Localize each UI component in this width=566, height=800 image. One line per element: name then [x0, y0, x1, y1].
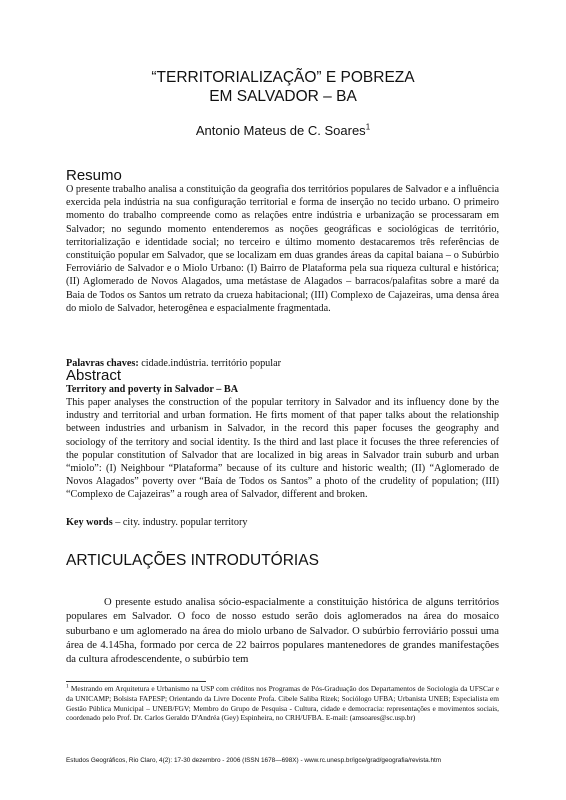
abstract-keywords	[66, 516, 499, 529]
abstract-keywords-label: Key words	[66, 517, 113, 528]
footnote-text: Mestrando em Arquitetura e Urbanismo na USP com créditos nos Programas de Pós-Graduação dos Departamentos de Sociologia da UFSCar e da UNICAMP; Bolsista FAPESP; Orientando da Livre Docente Profa. Cibele Saliba Rizek; Sociólogo UFBA; Urbanista UNEB; Especialista em Gestão Pública Municipal – UNEB/FGV; Membro do Grupo de Pesquisa - Cultura, cidade e democracia: representações e movimentos sociais, coordenado pelo Prof. Dr. Carlos Geraldo D'Andréa (Gey) Espinheira, no CRH/UFBA. E-mail: (amsoares@sc.usp.br)	[66, 684, 499, 723]
article-title-line-1: “TERRITORIALIZAÇÃO” E POBREZA	[151, 69, 415, 86]
author-footnote-mark: 1	[365, 122, 371, 132]
resumo-paragraph: O presente trabalho analisa a constituição da geografia dos territórios populares de Salvador e a influência exercida pela indústria na sua configuração territorial e forma de inserção no tecido urbano. O primeiro momento do trabalho compreende como as relações entre indústria e urbanização se processaram em Salvador; no segundo momento entenderemos as noções geográficas e sociológicas de território, territorialização e identidade social; no terceiro e último momento destacaremos três referências de constituição popular em Salvador, que se localizam em duas grandes áreas da capital baiana – o Subúrbio Ferroviário de Salvador e o Miolo Urbano: (I) Bairro de Plataforma pela sua riqueza cultural e histórica; (II) Aglomerado de Novos Alagados, uma metástase de Alagados – barracos/palafitas sobre a maré da Baia de Todos os Santos um retrato da crueza habitacional; (III) Complexo de Cajazeiras, uma densa área do miolo de Salvador, heterogênea e espacialmente fragmentada.	[66, 184, 499, 314]
abstract-subtitle: Territory and poverty in Salvador – BA	[66, 384, 239, 395]
author-name: Antonio Mateus de C. Soares	[195, 123, 366, 138]
abstract-heading: Abstract	[66, 367, 122, 384]
abstract-body	[66, 396, 499, 502]
running-footer: Estudos Geográficos, Rio Claro, 4(2): 17-30 dezembro - 2006 (ISSN 1678—698X) - www.rc.unesp.br/igce/grad/geografia/revista.htm	[66, 757, 442, 764]
article-title	[0, 68, 566, 106]
author-line	[0, 123, 566, 139]
article-title-line-2: EM SALVADOR – BA	[209, 88, 357, 105]
footnote-mark: 1	[66, 683, 69, 690]
footnote-divider	[66, 681, 206, 682]
intro-paragraph: O presente estudo analisa sócio-espacialmente a constituição histórica de alguns territórios populares em Salvador. O foco de nosso estudo serão dois aglomerados na área do mosaico suburbano e um aglomerado na área do miolo urbano de Salvador. O subúrbio ferroviário possui uma área de 4.145ha, formado por cerca de 22 bairros populares mantenedores de grandes manifestações da cultura afrodescendente, o subúrbio tem	[66, 597, 499, 666]
abstract-paragraph: This paper analyses the construction of the popular territory in Salvador and its influency done by the industry and territorial and urban formation. He firts moment of that paper talks about the relationship between industries and urbanism in Salvador, in the record this paper focuses the geography and sociology of the territory and social identity. Is the third and last place it focuses the three referencies of the popular constitution of Salvador that are localized in big areas in Salvador train suburb and urban “miolo”: (I) Neighbour “Plataforma” because of its culture and historic wealth; (II) “Aglomerado de Novos Alagados” poverty over “Baía de Todos os Santos” a photo of the crudelity of population; (III) “Complexo de Cajazeiras” a rough area of Salvador, different and broken.	[66, 397, 499, 501]
section-heading: ARTICULAÇÕES INTRODUTÓRIAS	[66, 552, 319, 569]
footnote	[66, 684, 499, 723]
resumo-keywords-text: cidade.indústria. território popular	[138, 358, 282, 369]
resumo-keywords	[66, 357, 499, 370]
resumo-body	[66, 183, 499, 315]
resumo-heading: Resumo	[66, 167, 122, 184]
resumo-keywords-label: Palavras chaves:	[66, 358, 139, 369]
abstract-keywords-text: – city. industry. popular territory	[112, 517, 248, 528]
